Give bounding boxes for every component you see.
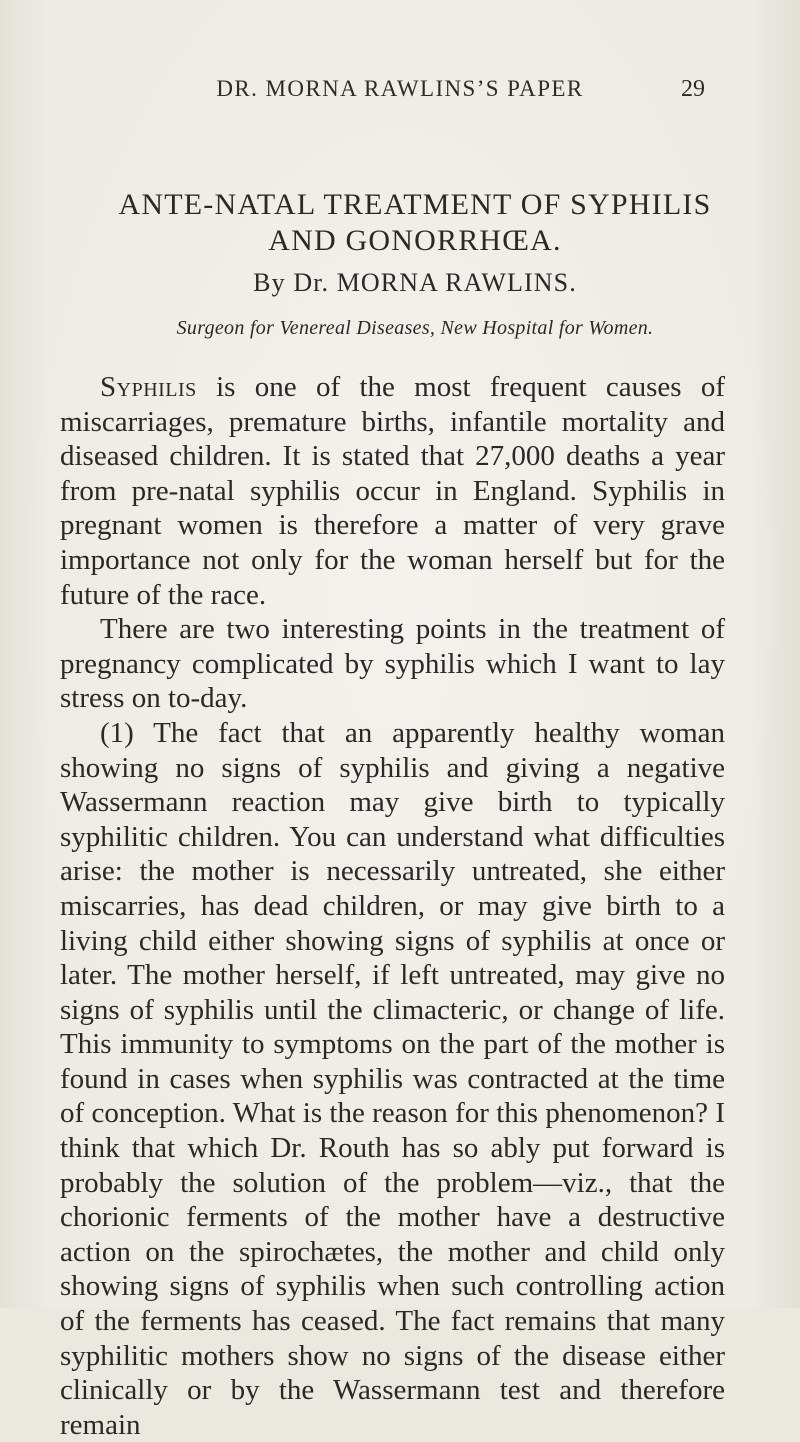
running-head: [0, 76, 800, 106]
article-title: [95, 187, 735, 259]
byline: By Dr. MORNA RAWLINS.: [253, 268, 577, 297]
running-title: DR. MORNA RAWLINS’S PAPER: [216, 76, 584, 101]
paragraph-3: (1) The fact that an apparently healthy woman showing no signs of syphilis and giving a negative Wassermann reaction may give birth to typically syphilitic children. You can understand what difficulties arise: the mother is necessarily untreated, she either miscarries, has dead children, or may give birth to a living child either showing signs of syphilis at once or later. The mother herself, if left untreated, may give no signs of syphilis until the climacteric, or change of life. This immunity to symptoms on the part of the mother is found in cases when syphilis was contracted at the time of conception. What is the reason for this phenomenon? I think that which Dr. Routh has so ably put forward is probably the solution of the problem—viz., that the chorionic ferments of the mother have a destructive action on the spirochætes, the mother and child only showing signs of syphilis when such controlling action of the ferments has ceased. The fact remains that many syphilitic mothers show no signs of the disease either clinically or by the Wassermann test and therefore remain: [60, 716, 725, 1441]
affiliation: Surgeon for Venereal Diseases, New Hospital for Women.: [176, 317, 654, 339]
paragraph-1-text: is one of the most frequent causes of miscarriages, premature births, infantile mortality and diseased children. It is stated that 27,000 deaths a year from pre-natal syphilis occur in England. Syphilis in pregnant women is therefore a matter of very grave importance not only for the woman herself but for the future of the race.: [60, 371, 725, 611]
article-title-line-1: ANTE-NATAL TREATMENT OF SYPHILIS: [118, 188, 712, 221]
paragraph-1-lead: Syphilis: [100, 371, 197, 403]
paragraph-2: There are two interesting points in the treatment of pregnancy complicated by syphilis which I want to lay stress on to-day.: [60, 613, 725, 715]
article-title-line-2: AND GONORRHŒA.: [268, 224, 562, 257]
page-number: 29: [681, 76, 705, 102]
body-text: [60, 370, 725, 1442]
paragraph-1: [60, 370, 725, 612]
